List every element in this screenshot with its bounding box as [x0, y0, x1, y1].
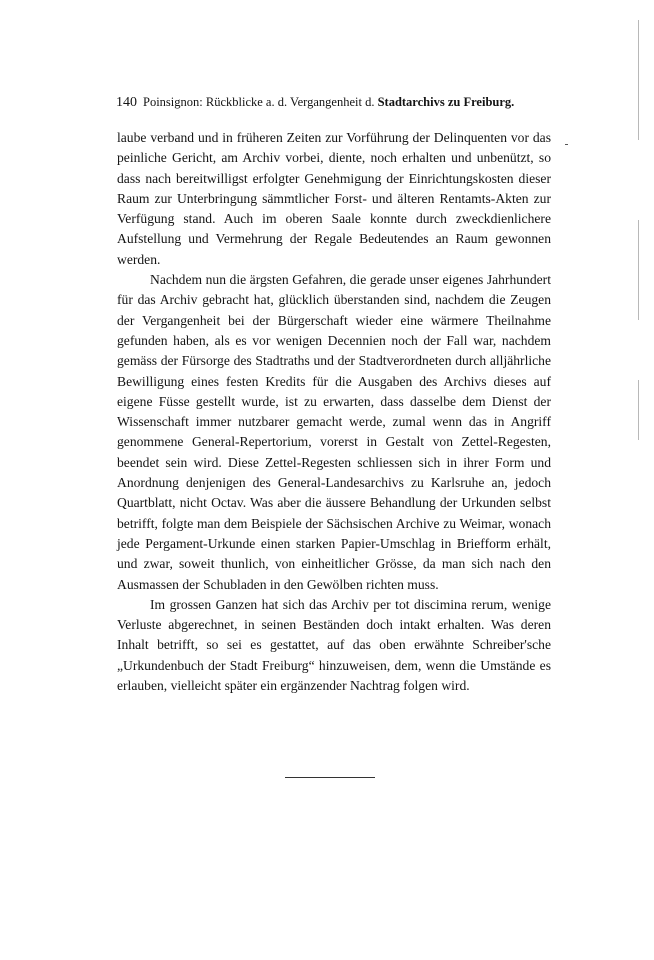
page-number: 140	[116, 95, 137, 110]
scan-edge-mark	[638, 380, 639, 440]
body-text	[117, 128, 551, 696]
margin-dot-mark	[565, 144, 568, 145]
running-head-title: Poinsignon: Rückblicke a. d. Vergangenheit d.	[143, 95, 375, 109]
scan-edge-mark	[638, 20, 639, 140]
section-divider-rule	[285, 777, 375, 778]
paragraph: Nachdem nun die ärgsten Gefahren, die gerade unser eigenes Jahrhundert für das Archiv gebracht hat, glücklich überstanden sind, nachdem die Zeugen der Vergangenheit bei der Bürgerschaft wieder eine wärmere Theilnahme gefunden haben, als es vor wenigen Decennien noch der Fall war, nachdem gemäss der Fürsorge des Stadtraths und der Stadtverordneten durch alljährliche Bewilligung eines festen Kredits für die Ausgaben des Archivs dieses auf eigene Füsse gestellt wurde, ist zu erwarten, dass dasselbe dem Dienst der Wissenschaft immer nutzbarer gemacht werde, zumal wenn das in Angriff genommene General-Repertorium, vorerst in Gestalt von Zettel-Regesten, beendet sein wird. Diese Zettel-Regesten schliessen sich in ihrer Form und Anordnung denjenigen des General-Landesarchivs zu Karlsruhe an, jedoch Quartblatt, nicht Octav. Was aber die äussere Behandlung der Urkunden selbst betrifft, folgte man dem Beispiele der Sächsischen Archive zu Weimar, wonach jede Pergament-Urkunde einen starken Papier-Umschlag in Briefform erhält, und zwar, soweit thunlich, von einheitlicher Grösse, da man sich nach den Ausmassen der Schubladen in den Gewölben richten muss.	[117, 272, 551, 592]
scan-edge-mark	[638, 220, 639, 320]
paragraph-continued: laube verband und in früheren Zeiten zur Vorführung der Delinquenten vor das peinliche Gericht, am Archiv vorbei, diente, noch erhalten und unbenützt, so dass nach bereitwilligst erfolgter Genehmigung der Einrichtungskosten dieser Raum zur Unterbringung sämmtlicher Forst- und älteren Rentamts-Akten zur Verfügung stand. Auch im oberen Saale konnte durch zweckdienlichere Aufstellung und Vermehrung der Regale Bedeutendes an Raum gewonnen werden.	[117, 130, 551, 267]
paragraph: Im grossen Ganzen hat sich das Archiv per tot discimina rerum, wenige Verluste abgerechnet, in seinen Beständen doch intakt erhalten. Was deren Inhalt betrifft, so sei es gestattet, auf das oben erwähnte Schreiber'sche „Urkundenbuch der Stadt Freiburg“ hinzuweisen, dem, wenn die Umstände es erlauben, vielleicht später ein ergänzender Nachtrag folgen wird.	[117, 596, 551, 694]
running-head	[116, 94, 556, 111]
running-head-title-bold: Stadtarchivs zu Freiburg.	[377, 95, 515, 109]
